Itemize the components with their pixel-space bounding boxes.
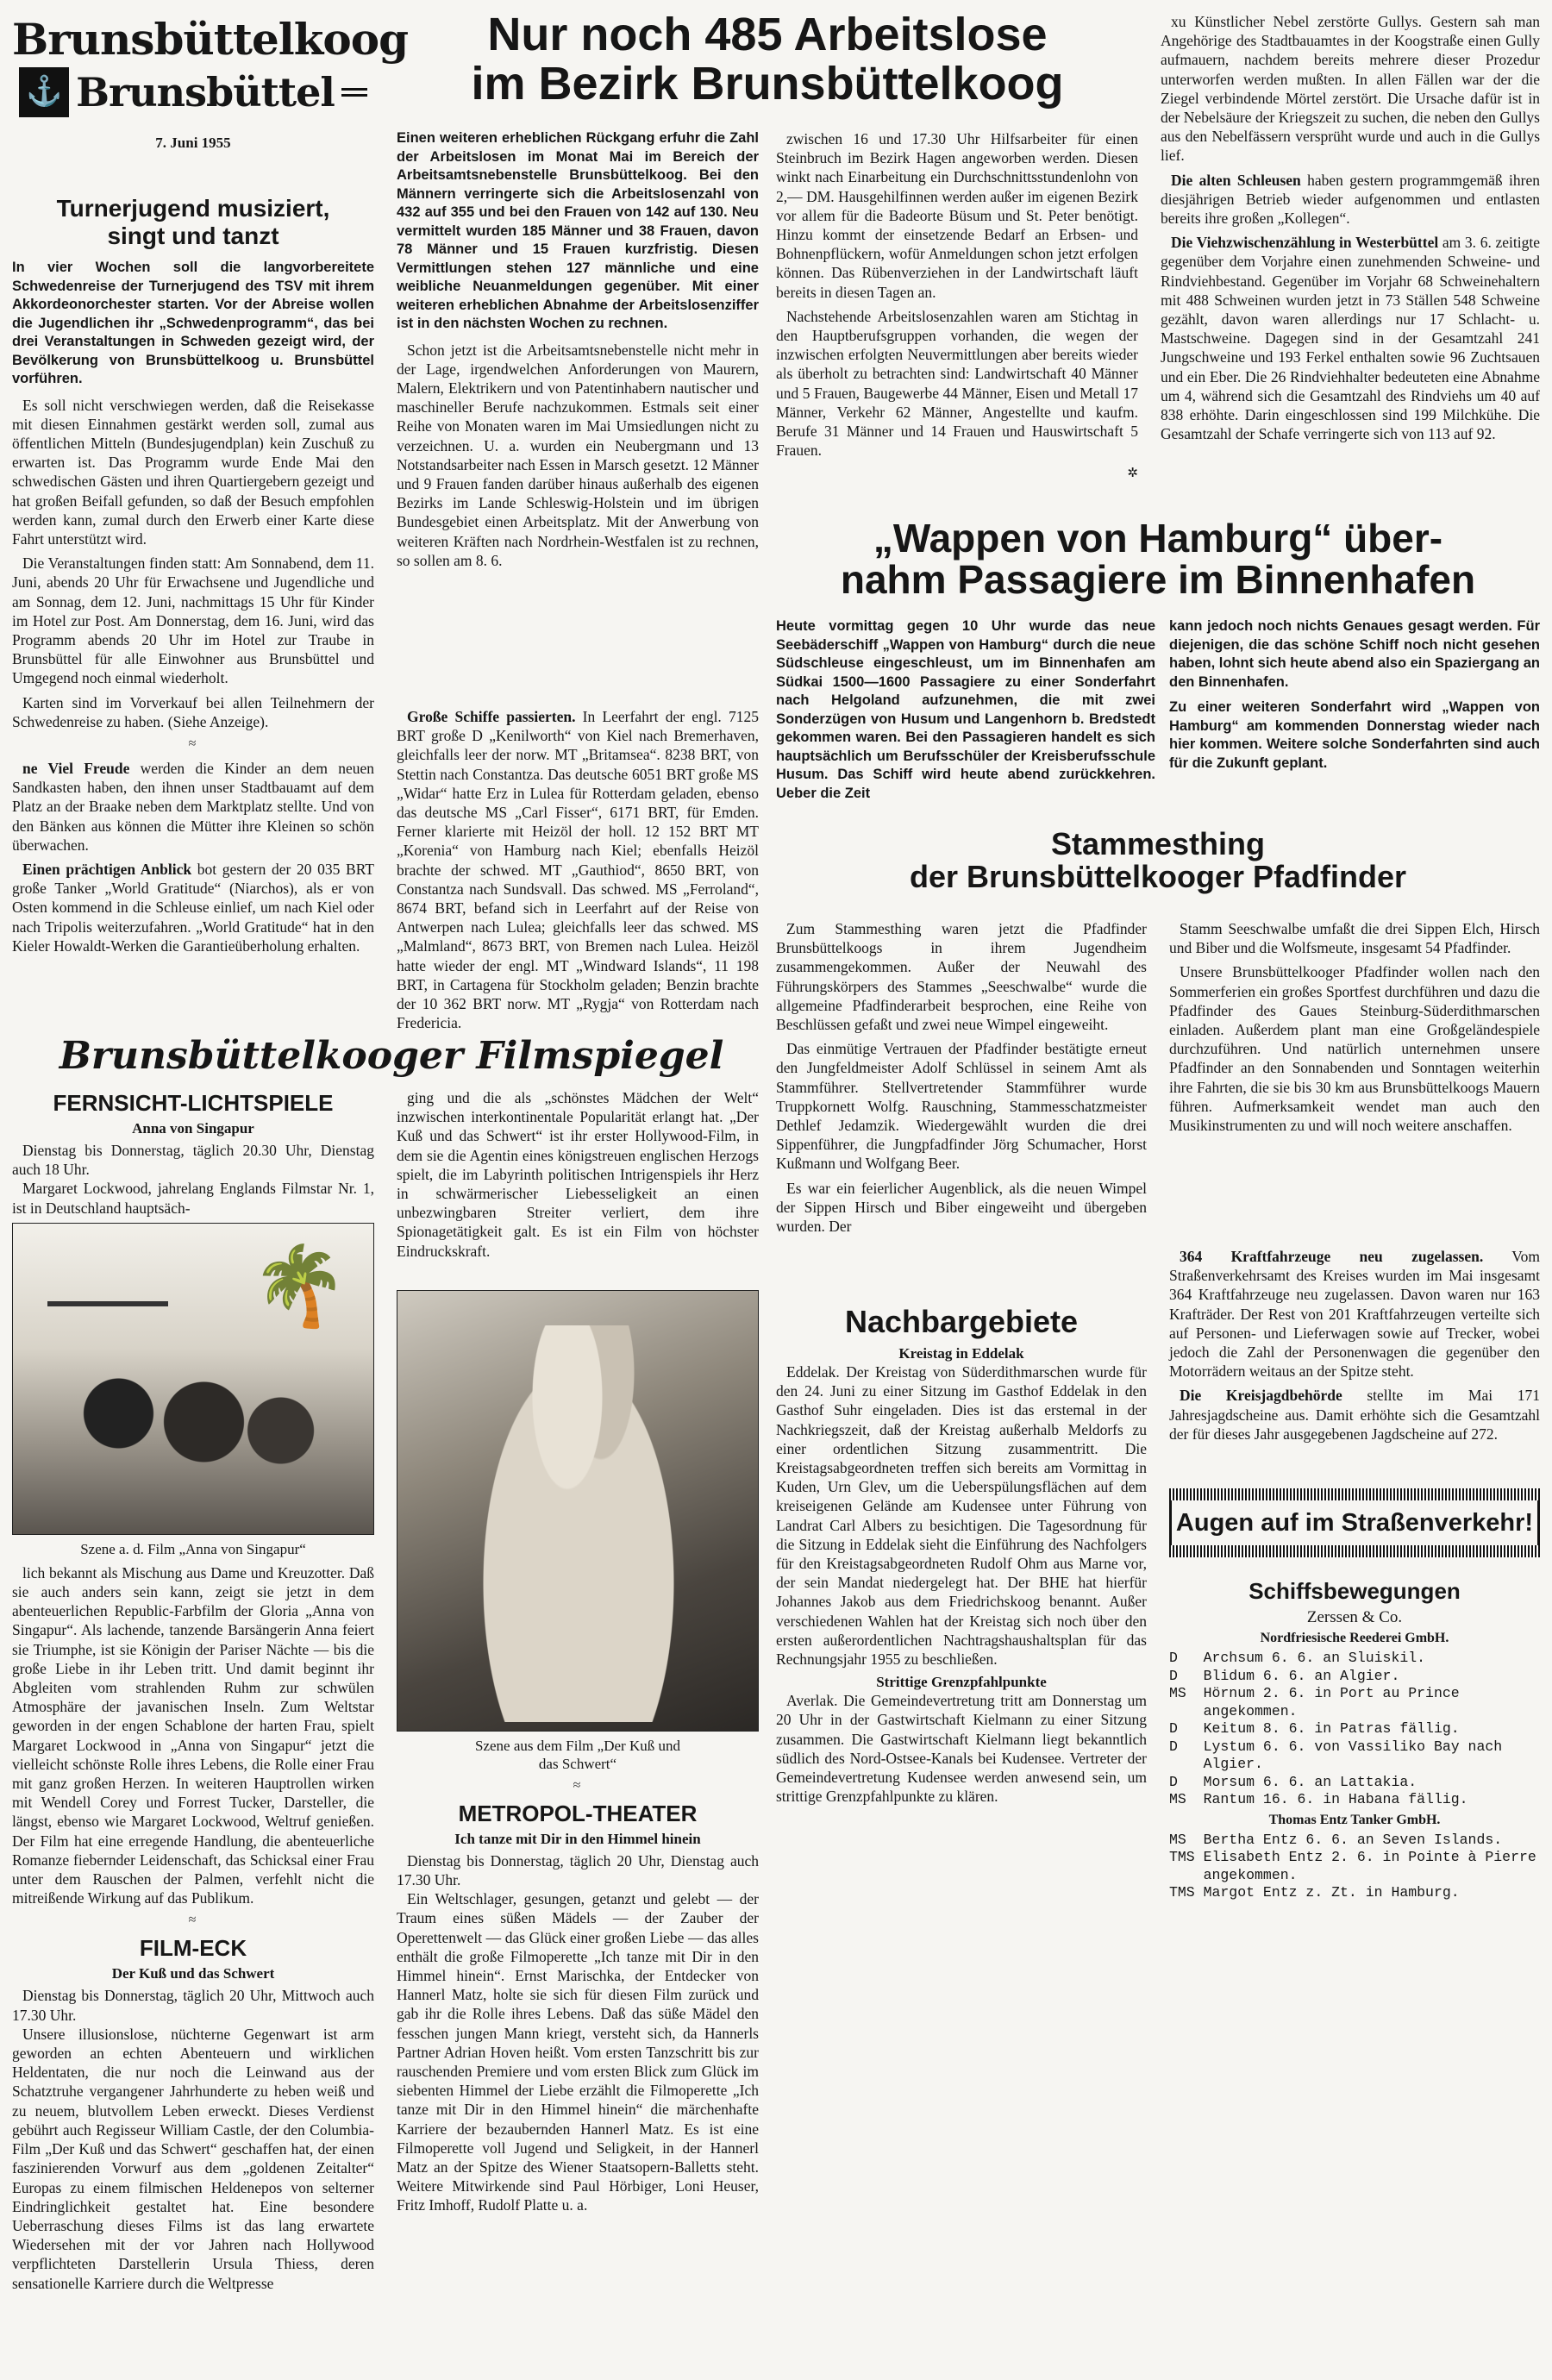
lead-story-intro: Einen weiteren erheblichen Rückgang erfuhr die Zahl der Arbeitslosen im Monat Mai im Bereich der Arbeitsamtsnebenstelle Brunsbüttelkoog. Bei den Männern verringerte sich die Arbeitslosenzahl von 432 auf 355 und bei den Frauen von 142 auf 130. Neu vermittelt wurden 185 Männer und 38 Frauen, davon 78 Männer und 15 Frauen kurzfristig. Diesen Vermittlungen stehen 127 männliche und eine weibliche Neuanmeldungen gegenüber. Mit einer weiteren erheblichen Abnahme der Arbeitslosenziffer ist in den nächsten Wochen zu rechnen. (397, 130, 759, 331)
fernsicht-times: Dienstag bis Donnerstag, täglich 20.30 Uhr, Dienstag auch 18 Uhr. (12, 1142, 374, 1179)
stammesthing-headline-line2: der Brunsbüttelkooger Pfadfinder (909, 858, 1407, 894)
fernsicht-film: Anna von Singapur (132, 1120, 254, 1137)
kuss-schwert-photo (397, 1290, 759, 1732)
masthead-title: Brunsbüttelkoog (12, 14, 409, 65)
filmspiegel-headline-box (12, 1031, 771, 1083)
wappen-intro: Heute vormittag gegen 10 Uhr wurde das neue Seebäderschiff „Wappen von Hamburg“ durch die neue Südschleuse eingeschleust, um im Binnenhafen am Südkai 1500—1600 Passagiere zu einer Sonderfahrt nach Helgoland aufzunehmen, die mit zwei Sonderzügen von Husum und Langenhorn b. Bredstedt gekommen waren. Bei den Passagieren handelt es sich hauptsächlich um Berufsschüler der Kreisberufsschule Husum. Das Schiff wird heute abend zurückkehren. Ueber die Zeit (776, 618, 1155, 801)
schiffsbewegungen-line: Nordfriesische Reederei GmbH. (1260, 1631, 1449, 1645)
stammesthing-p4: Stamm Seeschwalbe umfaßt die drei Sippen Elch, Hirsch und Biber und die Wolfsmeute, insgesamt 54 Pfadfinder. (1169, 920, 1540, 957)
sandkasten-p1 (12, 759, 374, 855)
ship-movement-row: D Archsum 6. 6. an Sluiskil. (1169, 1650, 1426, 1666)
banner-stripe-top (1169, 1488, 1540, 1500)
fernsicht-caption: Szene a. d. Film „Anna von Singapur“ (80, 1540, 306, 1557)
fernsicht-article (12, 1088, 374, 2373)
verkehr-banner (1169, 1488, 1540, 1566)
kfz-lead: 364 Kraftfahrzeuge neu zugelassen. (1180, 1248, 1484, 1265)
tanker-lead: Einen prächtigen Anblick (22, 860, 192, 878)
stammesthing-headline-line1: Stammesthing (1050, 826, 1266, 861)
filmeck-heading: FILM-ECK (139, 1935, 247, 1962)
viehzaehlung-text: am 3. 6. zeitigte gegenüber dem Vorjahre einen zunehmenden Schweine- und Rindviehbestand. Gegenüber im Vorjahr 68 Schweinehaltern mit 488 Schweinen wurden jetzt in 73 Ställen 548 Schweine gezählt, davon waren allerdings nur 17 Schlacht- u. Mastschweine. Dagegen sind in der Gesamtzahl 241 Jungschweine und 193 Ferkel enthalten sowie 96 Zuchtsauen und ein Eber. Die 26 Rindviehhalter bedeuteten eine Abnahme um 4, während sich die Gesamtzahl des Rindviehs um 40 auf 838 erhöhte. Darin eingeschlossen sind 199 Milchkühe. Die Gesamtzahl der Schafe verringerte sich von 113 auf 92. (1161, 234, 1540, 443)
ship-rows (1169, 1650, 1540, 1809)
turnerjugend-p1: Es soll nicht verschwiegen werden, daß die Reisekasse mit diesen Einnahmen gestärkt werden soll, zumal aus öffentlichen Mitteln (Bundesjugendplan) kein Zuschuß zu erwarten ist. Das Programm wurde Ende Mai den schwedischen Gästen und ihren Quartiergebern gezeigt und hat großen Beifall gefunden, so daß der Besuch empfohlen werden kann, zumal durch den Erwerb einer Karte diese Fahrt unterstützt wird. (12, 396, 374, 548)
kfz-text: Vom Straßenverkehrsamt des Kreises wurden im Mai insgesamt 364 Kraftfahrzeuge neu zugelassen. Davon waren nur 163 Krafträder. Der Rest von 201 Kraftfahrzeugen verteilte sich auf Personen- und Lieferwagen sowie auf Trecker, wobei jedoch die Zahl der Personenwagen die gegenüber den Motorrädern weitaus an der Spitze steht. (1169, 1248, 1540, 1381)
tanker-text: bot gestern der 20 035 BRT große Tanker „World Gratitude“ (Niarchos), als er von Osten kommend in die Schleuse einlief, um nach Kiel oder nach Tripolis weiterzufahren. „World Gratitude“ hat in den Kieler Howaldt-Werken die Garantieüberholung erhalten. (12, 860, 374, 955)
ship-movement-row: D Keitum 8. 6. in Patras fällig. (1169, 1720, 1460, 1737)
ship-movement-row: TMS Margot Entz z. Zt. in Hamburg. (1169, 1884, 1460, 1901)
filmspiegel-headline: Brunsbüttelkooger Filmspiegel (59, 1034, 724, 1078)
filmeck-film: Der Kuß und das Schwert (111, 1965, 275, 1982)
metropol-p1: Ein Weltschlager, gesungen, getanzt und gelebt — der Traum eines süßen Mädels — der Zauber der Operettenwelt — das Glück einer großen Liebe — das alles enthält die große Filmoperette „Ich tanze mit Dir in den Himmel hinein“. Ernst Marischka, der Entdecker von Hannerl Matz, holte sie sich für diesen Film zurück und gab ihr die Rolle ihres Lebens. Daß das süße Mädel den fesschen jungen Mann kriegt, versteht sich, da Hannerls Partner Adrian Hoven heißt. Vom ersten Tanzschritt bis zur rauschenden Premiere und vom ersten Blick zum Glück im siebenten Himmel der Liebe erzählt die Filmoperette „Ich tanze mit Dir in den Himmel hinein“ die märchenhafte Karriere der bezaubernden Hannerl Matz. Es ist eine Filmoperette voll Jugend und Seligkeit, in der Hannerl Matz an der Spitze des Wiener Staatsopern-Balletts steht. Weitere Mitwirkende sind Paul Hörbiger, Loni Heuser, Fritz Imhoff, Rudolf Platte u. a. (397, 1890, 759, 2214)
schiffe-text (397, 707, 759, 1032)
lead-story-headline-box (397, 10, 1138, 122)
ship-movement-row: Algier. (1169, 1756, 1263, 1772)
wappen-p2: Zu einer weiteren Sonderfahrt wird „Wappen von Hamburg“ am kommenden Donnerstag wieder nach hier kommen. Weitere solche Sonderfahrten sind auch für die Zukunft geplant. (1169, 699, 1540, 771)
separator-icon: ≈ (188, 736, 198, 751)
nachbargebiete-headline: Nachbargebiete (844, 1304, 1079, 1339)
wappen-col-b (1169, 617, 1540, 816)
tanker-p (12, 860, 374, 955)
verkehr-banner-text: Augen auf im Straßenverkehr! (1169, 1500, 1540, 1545)
ship-rows-2 (1169, 1832, 1540, 1902)
wappen-headline-box (776, 517, 1540, 612)
fernsicht-heading: FERNSICHT-LICHTSPIELE (53, 1090, 334, 1116)
banner-stripe-bottom (1169, 1545, 1540, 1557)
kuss-schwert-caption: Szene aus dem Film „Der Kuß und das Schwert“ (475, 1737, 680, 1772)
nachbargebiete-sub2: Strittige Grenzpfahlpunkte (876, 1674, 1047, 1691)
viehzaehlung-lead: Die Viehzwischenzählung in Westerbüttel (1171, 234, 1439, 252)
schiffsbewegungen-box (1169, 1576, 1540, 2335)
wappen-p1: kann jedoch noch nichts Genaues gesagt werden. Für diejenigen, die das schöne Schiff noch nicht gesehen haben, lohnt sich heute abend also ein Spaziergang an den Binnenhafen. (1169, 618, 1540, 690)
nachbargebiete-sub1: Kreistag in Eddelak (898, 1345, 1024, 1362)
filmeck-times: Dienstag bis Donnerstag, täglich 20 Uhr, Mittwoch auch 17.30 Uhr. (12, 1987, 374, 2024)
sandkasten-text: werden die Kinder an dem neuen Sandkasten haben, den ihnen unser Stadtbauamt auf dem Platz an der Braake neben dem Marktplatz stellte. Und von den Bänken aus können die Mütter ihre Kleinen so schön überwachen. (12, 759, 375, 854)
schiffe-body: In Leerfahrt der engl. 7125 BRT große D „Kenilworth“ von Kiel nach Bremerhaven, gleichfalls leer der norw. MT „Britamsea“. 8238 BRT, von Stettin nach Constantza. Das deutsche 6051 BRT große MS „Widar“ hatte Erz in Lulea für Rotterdam geladen, ebenso das deutsche MS „Carl Fisser“, 6171 BRT, für Emden. Ferner klarierte mit Heizöl der holl. 12 152 BRT MT „Korenia“ von Hamburg nach Kiel; ebenfalls Heizöl brachte der schwed. MT „Gauthiod“, 8650 BRT, von Constantza nach Sundsvall. Das schwed. MS „Ferroland“, 8674 BRT, befand sich in Leerfahrt auf der Reise von Antwerpen nach Lulea; gleichfalls leer das schwed. MS „Malmland“, 8673 BRT, von Bremen nach Lulea. Heizöl hatte wieder der engl. MT „Windward Islands“, 11 198 BRT, in Cartagena für Stockholm geladen; Benzin brachte der 10 362 BRT norw. MT „Rygja“ von Rotterdam nach Fredericia. (397, 708, 760, 1032)
stammesthing-p5: Unsere Brunsbüttelkooger Pfadfinder wollen nach den Sommerferien ein großes Sportfest durchführen und dazu die Pfadfinder des Gaues Steinburg-Süderdithmarschen einladen. Außerdem plant man eine Großgeländespiele durchzuführen. Und natürlich unternehmen unsere Pfadfinder an den Sonnabenden und Sonntagen weiterhin ihre Fahrten, die sie bis 30 km aus Brunsbüttelkoogs Mauern führen. Aufmerksamkeit wendet man auch den Musikinstrumenten zu und will noch weitere anschaffen. (1169, 963, 1540, 1135)
jagd-text: stellte im Mai 171 Jahresjagdscheine aus. Damit erhöhte sich die Gesamtzahl der für dieses Jahr ausgegebenen Jagdscheine auf 272. (1169, 1387, 1540, 1443)
schiffe-lead: Große Schiffe passierten. (407, 708, 576, 725)
crest-icon: ⚓ (19, 67, 69, 117)
lead-story-p1: Schon jetzt ist die Arbeitsamtsnebenstelle nicht mehr in der Lage, irgendwelchen Anforderungen von Maurern, Malern, Elektrikern und von Patentinhabern nautischer und maschineller Berufe nachzukommen. Estmals seit einer Reihe von Monaten waren im Mai Umsiedlungen nicht zu verzeichnen. U. a. wurden ein Neubergmann und 13 Notstandsarbeiter nach Essen in Marsch gesetzt. 12 Männer und 9 Frauen fanden darüber hinaus außerhalb des eigenen Bezirks im Lande Schleswig-Holstein und im übrigen Bundesgebiet einen Arbeitsplatz. Mit der Anwerbung von weiteren Kräften nach Nordrhein-Westfalen ist zu rechnen, so sollen am 8. 6. (397, 341, 759, 569)
wappen-col-a (776, 617, 1155, 816)
masthead (12, 14, 409, 188)
schleusen-lead: Die alten Schleusen (1171, 171, 1301, 189)
wappen-headline-line1: „Wappen von Hamburg“ über- (873, 516, 1443, 561)
stammesthing-p1: Zum Stammesthing waren jetzt die Pfadfinder Brunsbüttelkoogs in ihrem Jugendheim zusammengekommen. Außer der Neuwahl des Führungskörpers des Stammes „Seeschwalbe“ wurde die allgemeine Pfadfinderarbeit besprochen, eine Reihe von Beschlüssen gefaßt und zwei neue Wimpel eingeweiht. (776, 920, 1147, 1034)
turnerjugend-article (12, 195, 374, 997)
star-icon: ✲ (1127, 467, 1138, 481)
turnerjugend-intro: In vier Wochen soll die langvorbereitete Schwedenreise der Turnerjugend des TSV mit ihrem Akkordeonorchester starten. Vor der Abreise wollen die Jugendlichen ihr „Schwedenprogramm“, das bei drei Veranstaltungen in Schweden gezeigt wird, der Bevölkerung von Brunsbüttelkoog u. Brunsbüttel vorführen. (12, 260, 374, 386)
sandkasten-lead: ne Viel Freude (22, 759, 130, 777)
ship-movement-row: MS Rantum 16. 6. in Habana fällig. (1169, 1791, 1468, 1807)
lead-story-p2: zwischen 16 und 17.30 Uhr Hilfsarbeiter für einen Steinbruch im Bezirk Hagen angeworben werden. Diesen winkt nach Einarbeitung ein Durchschnittsstundenlohn von 2,— DM. Hausgehilfinnen werden außer im eigenen Bezirk vor allem für die Badeorte Büsum und St. Peter benötigt. Hinzu kommt der einsetzende Bedarf an Erbsen- und Bohnenpflückern, wofür Anmeldungen schon jetzt erfolgen können. Das Rübenverziehen in der Landwirtschaft läuft bereits in diesen Tagen an. (776, 130, 1138, 301)
kfz-briefs (1169, 1247, 1540, 1480)
jagd-lead: Die Kreisjagdbehörde (1180, 1387, 1342, 1405)
palm-tree-icon: 🌴 (250, 1243, 347, 1330)
kfz-brief (1169, 1247, 1540, 1381)
ship-movement-row: angekommen. (1169, 1702, 1298, 1719)
masthead-date: 7. Juni 1955 (155, 135, 231, 151)
anna-singapur-illustration (12, 1223, 374, 1535)
lead-story-p3: Nachstehende Arbeitslosenzahlen waren am Stichtag in den Hauptberufsgruppen vorhanden, die wegen der inzwischen erfolgten Neuvermittlungen aber bereits wieder als überholt zu betrachten sind: Landwirtschaft 40 Männer und 5 Frauen, Baugewerbe 44 Männer, Eisen und Metall 17 Männer, Verkehr 62 Männer, Angestellte und kaufm. Berufe 31 Männer und 14 Frauen und Hauswirtschaft 5 Frauen. (776, 307, 1138, 460)
stammesthing-p3: Es war ein feierlicher Augenblick, als die neuen Wimpel der Sippen Hirsch und Biber eingeweiht und übergeben wurden. Der (776, 1179, 1147, 1236)
gullys-brief: xu Künstlicher Nebel zerstörte Gullys. Gestern sah man Angehörige des Stadtbauamtes in der Koogstraße einen Gully aufmauern, nachdem bereits mehrere dieser Prozedur unterworfen werden mußten. In allen Fällen war der die Ziegel verbindende Mörtel zerstört. Die Ursache dafür ist in der Nebelsäure der Kriegszeit zu suchen, die neben den Gullys aus den Nebelfässern versprüht wurde und auch in die Gullys lief. (1161, 13, 1540, 165)
ship-movement-row: D Blidum 6. 6. an Algier. (1169, 1667, 1400, 1684)
filmeck-p1: Unsere illusionslose, nüchterne Gegenwart ist arm geworden an echten Abenteuern und wirklichen Heldentaten, die nur noch die Leinwand aus der Schatztruhe vergangener Jahrhunderte zu heben weiß und zu neuem, blutvollem Leben erweckt. Dieses Verdienst gebührt auch Regisseur William Castle, der den Columbia-Film „Der Kuß und das Schwert“ geschaffen hat, der einen faszinierenden Vorwurf aus dem „goldenen Zeitalter“ Europas zu einem filmischen Heldenepos von selterner Eindringlichkeit gestaltet hat. Eine besondere Ueberraschung dieses Films ist das lang erwartete Wiedersehen mit der vor Jahren nach Hollywood verpflichteten Darstellerin Ursula Thiess, deren sensationelle Karriere durch die Weltpresse (12, 2025, 374, 2292)
nachbargebiete-article (776, 1302, 1147, 2337)
schiffsbewegungen-heading: Schiffsbewegungen (1248, 1578, 1461, 1604)
ship-movement-row: D Morsum 6. 6. an Lattakia. (1169, 1773, 1417, 1790)
schiffe-article (397, 707, 760, 1032)
ship-movement-row: MS Hörnum 2. 6. in Port au Prince (1169, 1685, 1460, 1701)
separator-icon: ≈ (188, 1913, 198, 1928)
right-top-briefs (1161, 12, 1540, 521)
lead-story-headline-line1: Nur noch 485 Arbeitslose (487, 9, 1048, 60)
stammesthing-headline-box (776, 828, 1540, 914)
metropol-heading: METROPOL-THEATER (458, 1800, 698, 1826)
fernsicht-p1: Margaret Lockwood, jahrelang Englands Filmstar Nr. 1, ist in Deutschland hauptsäch- (12, 1180, 374, 1217)
ship-movement-row: D Lystum 6. 6. von Vassiliko Bay nach (1169, 1738, 1503, 1755)
lead-story-col-b (776, 129, 1138, 535)
stammesthing-p2: Das einmütige Vertrauen der Pfadfinder bestätigte erneut den Jungfeldmeister Adolf Schlüssel in seinem Amt als Stammführer. Stellvertretender Stammführer wurde Truppkornett Wolfg. Rauschning, Stammesschatzmeister Dethlef Jedamzik. Wiedergewählt wurden die drei Sippenführer, die Jungpfadfinder Jörg Schumacher, Horst Kußmann und Wolfgang Beer. (776, 1040, 1147, 1173)
kuss-schwert-p1: ging und die als „schönstes Mädchen der Welt“ inzwischen interkontinentale Popularität erlangt hat. „Der Kuß und das Schwert“ ist ihr erster Hollywood-Film, in dem sie die Agentin eines königstreuen englischen Herzogs spielt, die im Labyrinth politischen Intrigenspiels ihr Herz in schwärmerischer Liebesseligkeit an einen unbezwingbaren Streiter verliert, dem ihre Spionagetätigkeit galt. Es ist ein Film von höchster Eindruckskraft. (397, 1089, 759, 1260)
ship-movement-row: angekommen. (1169, 1866, 1298, 1883)
fernsicht-p2: lich bekannt als Mischung aus Dame und Kreuzotter. Daß sie auch anders sein kann, zeigt sie jetzt in dem abenteuerlichen Republic-Farbfilm der Gloria „Anna von Singapur“. Als lachende, tanzende Barsängerin Anna feiert sie Triumphe, ist sie Königin der Pariser Nächte — bis die große Liebe in ihr Leben tritt. Und damit beginnt ihr Abgleiten vom strahlenden Ruhm zur schwülen Atmosphäre der javanischen Inseln. Zum Weltstar geworden in der engen Schablone der harten Frau, spielt Margaret Lockwood in „Anna von Singapur“ jetzt die vielleicht schönste Rolle ihres Lebens, die Rolle einer Frau mit ganz großen Herzen. In weiteren Hauptrollen wirken mit Wendell Corey und Forrest Tucker, Darsteller, die längst, ebenso wie Margaret Lockwood, Weltruf genießen. Der Film hat eine erregende Handlung, die abenteuerliche Romanze fiebernder Leidenschaft, das Schicksal einer Frau unter dem Rauschen der Palmen, verfehlt nicht die mitreißende Wirkung auf das Publikum. (12, 1563, 374, 1907)
turnerjugend-p3: Karten sind im Vorverkauf bei allen Teilnehmern der Schwedenreise zu haben. (Siehe Anzeige). (12, 693, 374, 730)
jagd-brief (1169, 1386, 1540, 1444)
stammesthing-col-a (776, 919, 1147, 1299)
masthead-subtitle: Brunsbüttel (76, 69, 335, 116)
lead-story-headline-line2: im Bezirk Brunsbüttelkoog (471, 57, 1064, 110)
schiffsbewegungen-company2: Thomas Entz Tanker GmbH. (1268, 1812, 1441, 1827)
lead-story-col-a (397, 129, 759, 690)
viehzaehlung-brief (1161, 233, 1540, 443)
turnerjugend-headline: Turnerjugend musiziert, singt und tanzt (56, 195, 330, 249)
metropol-times: Dienstag bis Donnerstag, täglich 20 Uhr, Dienstag auch 17.30 Uhr. (397, 1851, 759, 1889)
schleusen-brief (1161, 171, 1540, 229)
couple-silhouette (466, 1325, 691, 1722)
figures-silhouette (47, 1344, 332, 1517)
ship-movement-row: TMS Elisabeth Entz 2. 6. in Pointe à Pierre (1169, 1849, 1536, 1865)
nachbargebiete-p1: Eddelak. Der Kreistag von Süderdithmarschen wurde für den 24. Juni zu einer Sitzung im Gasthof Eddelak in den Gasthof Suhr eingeladen. Dies ist das erstemal in der Nachkriegszeit, daß der Kreistag außerhalb Meldorfs zu einer ordentlichen Sitzung zusammentritt. Die Kreistagsabgeordneten treffen sich bereits am Vormittag in Kuden, Urn Glev, um die Ueberspülungsflächen auf dem kreiseigenen Gelände am Kudensee unter Führung von Landrat Carl Albers zu besichtigen. Die Tagesordnung für die Sitzung in Eddelak sieht die Einführung des Nachfolgers für den Kreistagsabgeordneten Rudolf Ohm aus Marne vor, der sein Mandat niedergelegt hat. Der BHE hat hierfür Johannes Jakob aus dem Friedrichskoog benannt. Außer verschiedenen Wahlen hat der Kreistag sich noch über den ersten außerordentlichen Nachtragshaushaltsplan für das Rechnungsjahr 1955 zu beschließen. (776, 1363, 1147, 1669)
separator-icon: ≈ (573, 1777, 583, 1793)
ship-silhouette-icon (47, 1250, 168, 1306)
ship-movement-row: MS Bertha Entz 6. 6. an Seven Islands. (1169, 1831, 1503, 1848)
nachbargebiete-p2: Averlak. Die Gemeindevertretung tritt am Donnerstag um 20 Uhr in der Gastwirtschaft Kielmann zu einer Sitzung zusammen. Die Gastwirtschaft Kielmann liegt bekanntlich südlich des Nord-Ostsee-Kanals bei Kudensee. Vertreter der Gemeindevertretung Kudensee werden anwesend sein, um strittige Grenzpfahlpunkte zu klären. (776, 1692, 1147, 1806)
metropol-film: Ich tanze mit Dir in den Himmel hinein (454, 1830, 701, 1847)
stammesthing-col-b (1169, 919, 1540, 1238)
schleusen-text: haben gestern programmgemäß ihren diesjährigen Betrieb wieder aufgenommen und entlasten bereits ihre großen „Kollegen“. (1161, 171, 1540, 228)
wappen-headline-line2: nahm Passagiere im Binnenhafen (840, 557, 1476, 603)
filmspiegel-middle (397, 1088, 759, 2373)
schiffsbewegungen-company: Zerssen & Co. (1306, 1608, 1403, 1626)
turnerjugend-p2: Die Veranstaltungen finden statt: Am Sonnabend, dem 11. Juni, abends 20 Uhr für Erwachsene und Jugendliche und am Sonnag, dem 12. Juni, nachmittags 15 Uhr für Kinder im Hotel zur Post. Am Donnerstag, dem 16. Juni, wird das Programm abends 20 Uhr im Hotel zur Traube in Brunsbüttel für alle Einwohner aus Brunsbüttel und Umgegend noch einmal wiederholt. (12, 554, 374, 687)
